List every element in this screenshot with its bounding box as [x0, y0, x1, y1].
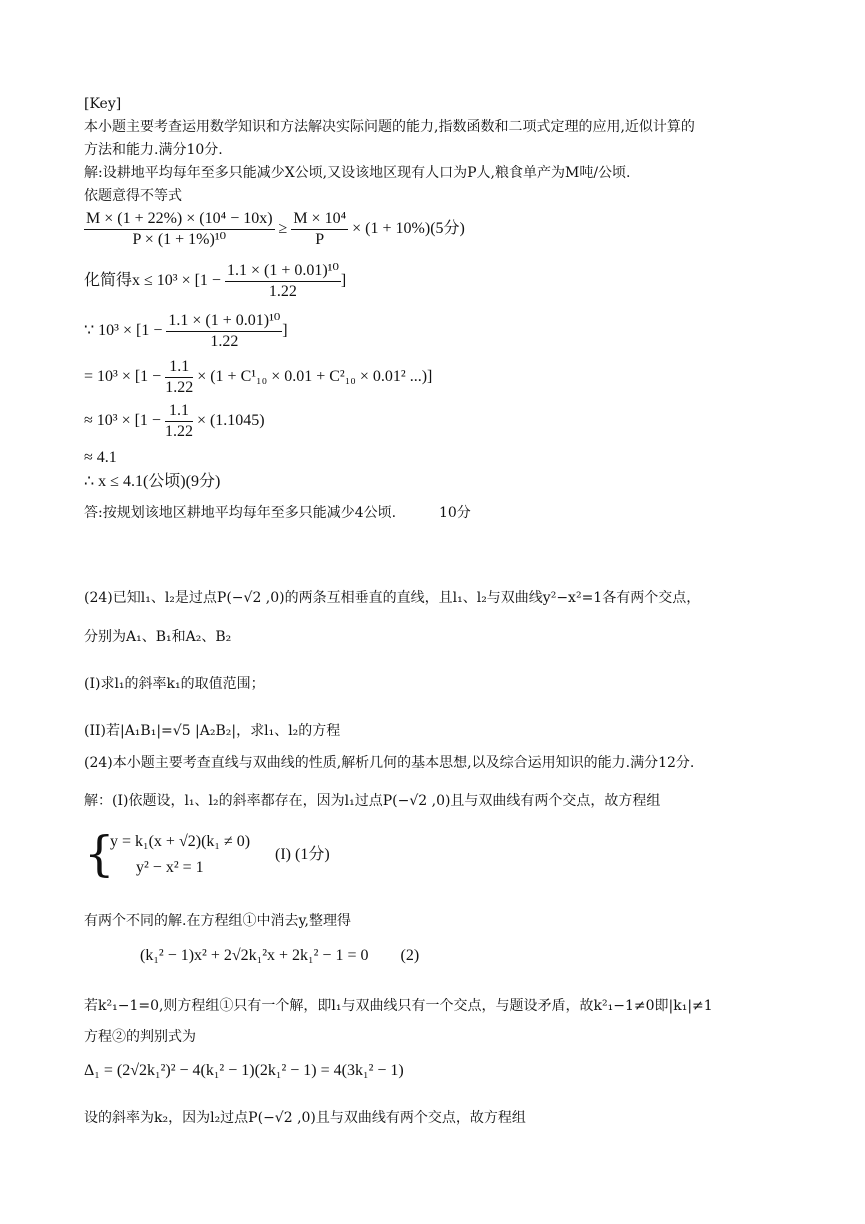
k2-text: 设的斜率为k₂，因为l₂过点P(−√2 ,0)且与双曲线有两个交点，故方程组	[84, 1110, 526, 1126]
lhs-numerator: M × (1 + 22%) × (10⁴ − 10x)	[84, 210, 275, 230]
intro-line-2: 方法和能力.满分10分.	[84, 142, 223, 158]
expand-line	[84, 358, 432, 397]
expand-denominator: 1.22	[165, 379, 194, 396]
system-equation-1: y = k₁(x + √2)(k₁ ≠ 0)	[110, 833, 251, 850]
elimination-text: 有两个不同的解.在方程组①中消去y,整理得	[84, 913, 351, 929]
answer-score: 10分	[438, 505, 471, 521]
simplify-prefix: 化简得x ≤ 10³ × [1 −	[84, 272, 221, 290]
inequality-tail: × (1 + 10%)(5分)	[352, 220, 465, 238]
discriminant-equation: Δ₁ = (2√2k₁²)² − 4(k₁² − 1)(2k₁² − 1) = 4(3k₁² − 1)	[84, 1062, 404, 1079]
answer-line	[84, 503, 471, 523]
because-prefix: ∵ 10³ × [1 −	[84, 322, 163, 340]
key-label: [Key]	[84, 96, 122, 112]
system-equation-2: y² − x² = 1	[136, 859, 204, 876]
simplify-fraction	[225, 262, 341, 301]
expand-fraction	[165, 358, 193, 397]
problem24-statement-2: 分别为A₁、B₁和A₂、B₂	[84, 629, 232, 645]
expand-prefix: = 10³ × [1 −	[84, 368, 162, 386]
lhs-denominator: P × (1 + 1%)¹⁰	[132, 231, 227, 248]
main-inequality	[84, 210, 465, 249]
simplify-numerator: 1.1 × (1 + 0.01)¹⁰	[225, 262, 341, 282]
because-fraction	[166, 312, 282, 351]
quadratic-equation	[140, 946, 419, 966]
quadratic-label: (2)	[400, 947, 420, 964]
approx-tail: × (1.1045)	[196, 412, 265, 430]
intro-line-1: 本小题主要考查运用数学知识和方法解决实际问题的能力,指数函数和二项式定理的应用,近似计算的	[84, 119, 695, 135]
inequality-lhs-fraction	[84, 210, 275, 249]
system-label: (I) (1分)	[275, 846, 330, 863]
approx-value: ≈ 4.1	[84, 449, 117, 466]
simplify-line: 化简得x ≤ 10³ × [1 − $\frac{\text{1.1 × (1 + 0.01)¹⁰}}{1.22}$ ]	[84, 262, 347, 300]
approx-denominator: 1.22	[164, 423, 193, 440]
expand-numerator: 1.1	[165, 358, 193, 378]
system-brace: {	[84, 826, 115, 882]
inequality-sign: ≥	[278, 220, 292, 238]
approx-prefix: ≈ 10³ × [1 −	[84, 412, 161, 430]
discriminant-intro: 方程②的判别式为	[84, 1029, 196, 1045]
inequality-rhs-fraction	[291, 210, 348, 249]
rhs-denominator: P	[315, 231, 325, 248]
approx-fraction	[165, 402, 193, 441]
problem24-analysis: (24)本小题主要考查直线与双曲线的性质,解析几何的基本思想,以及综合运用知识的能力.满分12分.	[84, 755, 695, 771]
solution-setup: 解:设耕地平均每年至多只能减少X公顷,又设该地区现有人口为P人,粮食单产为M吨/公顷.	[84, 165, 631, 181]
conclusion: ∴ x ≤ 4.1(公顷)(9分)	[84, 473, 221, 490]
approx-line	[84, 402, 265, 441]
because-line: ∵ 10³ × [1 − $\frac{\text{1.1 × (1 + 0.01)¹⁰}}{1.22}$ ]	[84, 312, 288, 350]
rhs-numerator: M × 10⁴	[291, 210, 348, 230]
because-numerator: 1.1 × (1 + 0.01)¹⁰	[166, 312, 282, 332]
problem24-part-2: (II)若|A₁B₁|=√5 |A₂B₂|，求l₁、l₂的方程	[84, 723, 341, 739]
problem24-statement-1: (24)已知l₁、l₂是过点P(−√2 ,0)的两条互相垂直的直线，且l₁、l₂与双曲线y²−x²=1各有两个交点，	[84, 590, 701, 606]
problem24-part-1: (I)求l₁的斜率k₁的取值范围；	[84, 676, 265, 692]
answer-text: 答:按规划该地区耕地平均每年至多只能减少4公顷.	[84, 505, 397, 521]
expand-tail: × (1 + C¹₁₀ × 0.01 + C²₁₀ × 0.01² ...)]	[197, 368, 433, 386]
case-text: 若k²₁−1=0,则方程组①只有一个解，即l₁与双曲线只有一个交点，与题设矛盾，故k²₁−1≠0即|k₁|≠1	[84, 998, 713, 1014]
approx-numerator: 1.1	[165, 402, 193, 422]
inequality-intro: 依题意得不等式	[84, 188, 182, 204]
solution-line-1: 解：(I)依题设，l₁、l₂的斜率都存在，因为l₁过点P(−√2 ,0)且与双曲线有两个交点，故方程组	[84, 793, 661, 809]
quadratic-expression: (k₁² − 1)x² + 2√2k₁²x + 2k₁² − 1 = 0	[140, 947, 369, 964]
simplify-denominator: 1.22	[268, 283, 297, 300]
because-denominator: 1.22	[210, 333, 239, 350]
